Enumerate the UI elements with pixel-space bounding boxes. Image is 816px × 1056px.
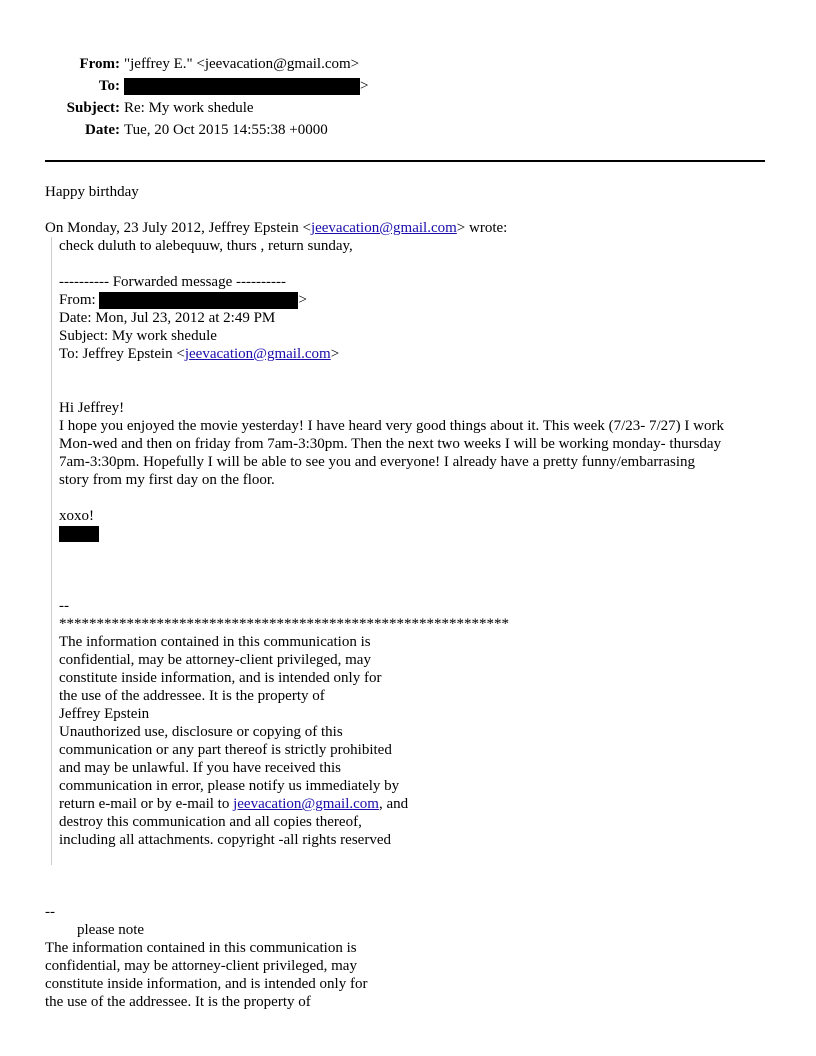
subject-label: Subject:: [66, 100, 120, 116]
disclaimer-line: destroy this communication and all copies thereof,: [59, 814, 362, 830]
disclaimer-line: Unauthorized use, disclosure or copying of this: [59, 724, 343, 740]
quoted-signature-dashes: --: [59, 598, 69, 614]
disclaimer-line: and may be unlawful. If you have received this: [59, 760, 341, 776]
footer-dashes: --: [45, 904, 55, 920]
quoted-stars-line: ************************************************************: [59, 616, 509, 632]
email-header: [0, 53, 816, 141]
header-to-row: [0, 75, 816, 97]
reply-line: check duluth to alebequuw, thurs , return sunday,: [59, 238, 353, 254]
footer-note: please note: [77, 922, 145, 938]
signoff: xoxo!: [59, 508, 94, 524]
disclaimer-line: constitute inside information, and is intended only for: [59, 670, 382, 686]
reply-attribution: [45, 219, 507, 237]
header-from-row: [0, 53, 816, 75]
disclaimer-email-link[interactable]: jeevacation@gmail.com: [233, 796, 379, 812]
forwarded-from-label: From:: [59, 292, 100, 308]
attribution-email-link[interactable]: jeevacation@gmail.com: [310, 220, 457, 236]
return-prefix: return e-mail or by e-mail to: [59, 796, 234, 812]
quote-bar: [51, 237, 52, 865]
to-label: To:: [98, 78, 120, 94]
forwarded-to-prefix: To: Jeffrey Epstein <: [59, 346, 185, 362]
disclaimer-line: the use of the addressee. It is the property of: [59, 688, 325, 704]
forwarded-to-email-link[interactable]: jeevacation@gmail.com: [184, 346, 331, 362]
disclaimer-line: [59, 795, 408, 813]
disclaimer-line: communication or any part thereof is strictly prohibited: [59, 742, 392, 758]
message-line: I hope you enjoyed the movie yesterday! I have heard very good things about it. This week (7/23- 7/27) I work: [59, 418, 724, 434]
disclaimer-line: The information contained in this communication is: [59, 634, 371, 650]
date-value: Tue, 20 Oct 2015 14:55:38 +0000: [124, 122, 328, 138]
date-label: Date:: [85, 122, 120, 138]
disclaimer-line: communication in error, please notify us immediately by: [59, 778, 400, 794]
to-value: [124, 75, 368, 97]
disclaimer-line: including all attachments. copyright -all rights reserved: [59, 832, 391, 848]
subject-value: Re: My work shedule: [124, 100, 254, 116]
message-line: Mon-wed and then on friday from 7am-3:30pm. Then the next two weeks I will be working monday- thursday: [59, 436, 722, 452]
forwarded-from: [59, 291, 307, 309]
forwarded-from-tail: >: [298, 292, 307, 308]
forwarded-to: [59, 345, 339, 363]
redaction-block: [124, 78, 360, 95]
footer-line: the use of the addressee. It is the property of: [45, 994, 311, 1010]
disclaimer-line: Jeffrey Epstein: [59, 706, 150, 722]
forwarded-separator: ---------- Forwarded message ----------: [59, 274, 286, 290]
header-divider: [45, 160, 765, 162]
disclaimer-line: confidential, may be attorney-client privileged, may: [59, 652, 371, 668]
forwarded-to-suffix: >: [330, 346, 340, 362]
from-value: "jeffrey E." <jeevacation@gmail.com>: [124, 56, 360, 72]
attribution-prefix: On Monday, 23 July 2012, Jeffrey Epstein <: [45, 220, 311, 236]
footer-disclaimer: [45, 939, 367, 1011]
from-label: From:: [79, 56, 120, 72]
forwarded-subject: Subject: My work shedule: [59, 328, 217, 344]
to-tail: >: [360, 78, 369, 94]
message-body: [59, 417, 724, 489]
quoted-disclaimer: [59, 633, 408, 849]
header-date-row: [0, 119, 816, 141]
return-suffix: , and: [378, 796, 409, 812]
forwarded-date: Date: Mon, Jul 23, 2012 at 2:49 PM: [59, 310, 276, 326]
message-line: 7am-3:30pm. Hopefully I will be able to see you and everyone! I already have a pretty funny/embarrasing: [59, 454, 696, 470]
footer-line: confidential, may be attorney-client privileged, may: [45, 958, 357, 974]
footer-line: The information contained in this communication is: [45, 940, 357, 956]
attribution-suffix: > wrote:: [456, 220, 508, 236]
footer-line: constitute inside information, and is intended only for: [45, 976, 368, 992]
redaction-block: [59, 526, 99, 542]
redaction-block: [99, 292, 298, 309]
salutation: Hi Jeffrey!: [59, 400, 125, 416]
header-subject-row: [0, 97, 816, 119]
greeting: Happy birthday: [45, 184, 139, 200]
message-line: story from my first day on the floor.: [59, 472, 275, 488]
